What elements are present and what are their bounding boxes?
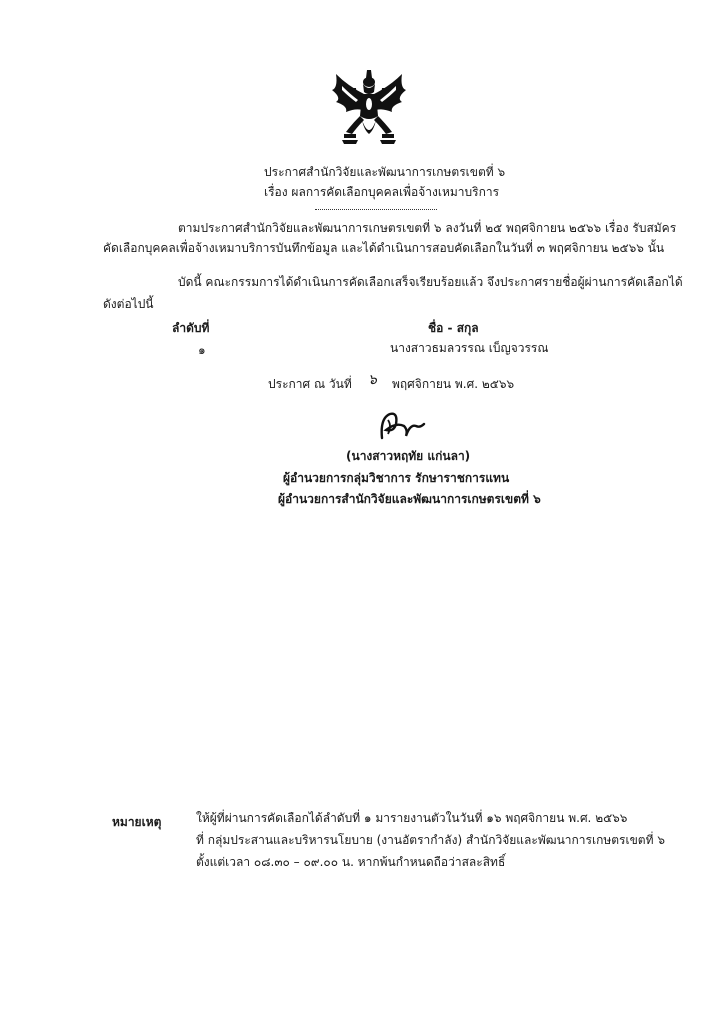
para1-line1: ตามประกาศสำนักวิจัยและพัฒนาการเกษตรเขตที่ ๖ ลงวันที่ ๒๕ พฤศจิกายน ๒๕๖๖ เรื่อง รับสมัคร bbox=[178, 221, 677, 235]
para1-line2: คัดเลือกบุคคลเพื่อจ้างเหมาบริการบันทึกข้อมูล และได้ดำเนินการสอบคัดเลือกในวันที่ ๓ พฤศจิกายน ๒๕๖๖ นั้น bbox=[103, 241, 665, 255]
note-label: หมายเหตุ bbox=[112, 815, 162, 829]
signatory-position-1: ผู้อำนวยการกลุ่มวิชาการ รักษาราชการแทน bbox=[283, 471, 510, 485]
column-header-name: ชื่อ - สกุล bbox=[428, 321, 479, 335]
signatory-position-2: ผู้อำนวยการสำนักวิจัยและพัฒนาการเกษตรเขตที่ ๖ bbox=[278, 492, 541, 506]
announce-date-rest: พฤศจิกายน พ.ศ. ๒๕๖๖ bbox=[392, 377, 515, 391]
announce-date-prefix: ประกาศ ณ วันที่ bbox=[268, 377, 352, 391]
column-header-order: ลำดับที่ bbox=[172, 321, 210, 335]
handwritten-signature-icon bbox=[376, 408, 428, 442]
row-order: ๑ bbox=[198, 343, 206, 357]
para2-line1: บัดนี้ คณะกรรมการได้ดำเนินการคัดเลือกเสร็จเรียบร้อยแล้ว จึงประกาศรายชื่อผู้ผ่านการคัดเลือกได้ bbox=[178, 275, 683, 289]
document-title: ประกาศสำนักวิจัยและพัฒนาการเกษตรเขตที่ ๖ bbox=[264, 165, 506, 179]
announce-date-day: ๖ bbox=[368, 372, 377, 388]
document-subject: เรื่อง ผลการคัดเลือกบุคคลเพื่อจ้างเหมาบริการ bbox=[264, 185, 500, 199]
signatory-name: (นางสาวหฤทัย แก่นลา) bbox=[346, 449, 471, 463]
note-line1: ให้ผู้ที่ผ่านการคัดเลือกได้ลำดับที่ ๑ มารายงานตัวในวันที่ ๑๖ พฤศจิกายน พ.ศ. ๒๕๖๖ bbox=[196, 811, 628, 825]
note-line3: ตั้งแต่เวลา ๐๘.๓๐ – ๐๙.๐๐ น. หากพ้นกำหนดถือว่าสละสิทธิ์ bbox=[196, 855, 506, 869]
garuda-emblem-icon bbox=[330, 68, 408, 148]
separator-dots bbox=[315, 209, 437, 210]
row-name: นางสาวธมลวรรณ เบ็ญจวรรณ bbox=[390, 341, 549, 355]
note-line2: ที่ กลุ่มประสานและบริหารนโยบาย (งานอัตรากำลัง) สำนักวิจัยและพัฒนาการเกษตรเขตที่ ๖ bbox=[196, 833, 665, 847]
para2-line2: ดังต่อไปนี้ bbox=[103, 297, 154, 311]
